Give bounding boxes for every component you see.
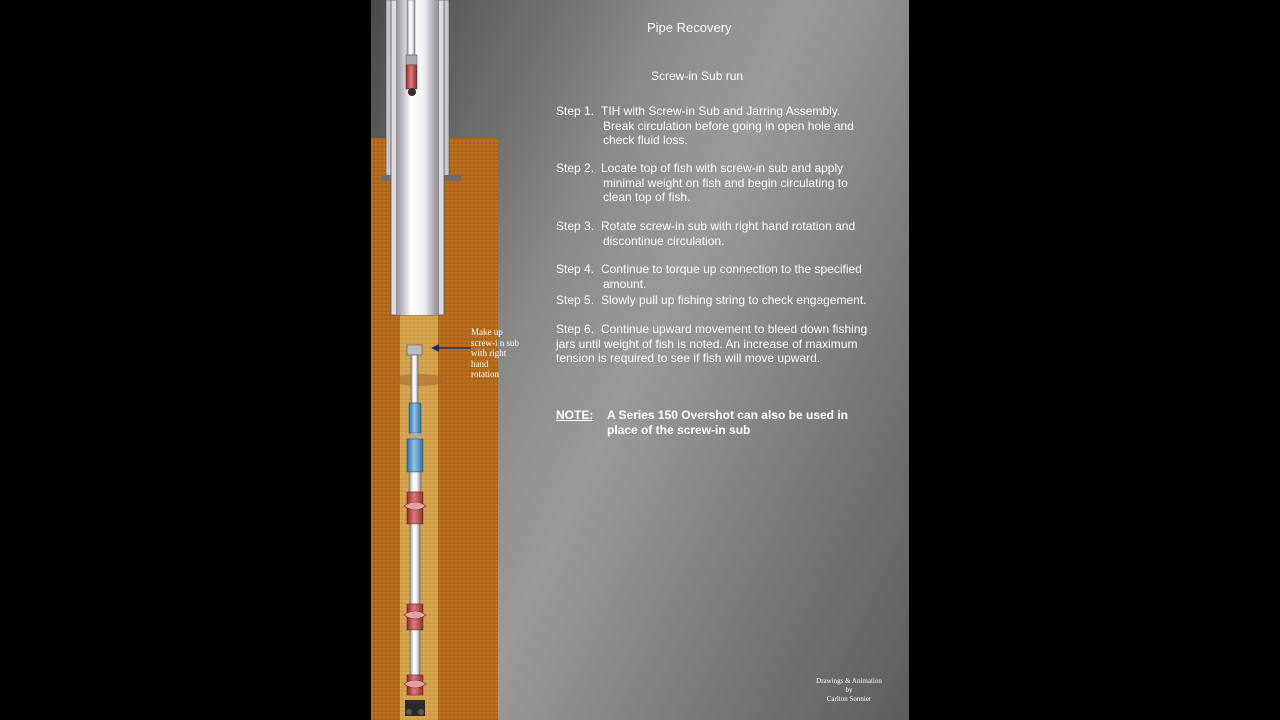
slide-title: Pipe Recovery (647, 20, 732, 35)
step-label: Step 1. (556, 104, 595, 118)
note-label: NOTE: (556, 408, 594, 422)
casing (391, 0, 444, 315)
callout-label: Make up screw-i n sub with right hand rotation (471, 327, 519, 379)
step-2: Step 2. Locate top of fish with screw-in sub and apply minimal weight on fish and begin circulating to clean top of fish. (556, 161, 848, 204)
note-text: A Series 150 Overshot can also be used in place of the screw-in sub (607, 408, 848, 437)
step-label: Step 5. (556, 293, 595, 307)
step-6: Step 6. Continue upward movement to bleed down fishing jars until weight of fish is noted. An increase of maximum tension is required to see if fish will move upward. (556, 322, 868, 365)
step-label: Step 3. (556, 219, 595, 233)
step-label: Step 6. (556, 322, 595, 336)
slide-subtitle: Screw-in Sub run (651, 69, 744, 83)
slide (371, 0, 909, 720)
step-3: Step 3. Rotate screw-in sub with right hand rotation and discontinue circulation. (556, 219, 856, 248)
step-1: Step 1. TIH with Screw-in Sub and Jarring Assembly. Break circulation before going in open hole and check fluid loss. (556, 104, 854, 147)
step-label: Step 2. (556, 161, 595, 175)
step-5: Step 5. Slowly pull up fishing string to check engagement. (556, 293, 867, 307)
credit: Drawings & Animation by Carlton Sonnier (816, 677, 882, 703)
step-4: Step 4. Continue to torque up connection to the specified amount. (556, 262, 862, 291)
step-label: Step 4. (556, 262, 595, 276)
